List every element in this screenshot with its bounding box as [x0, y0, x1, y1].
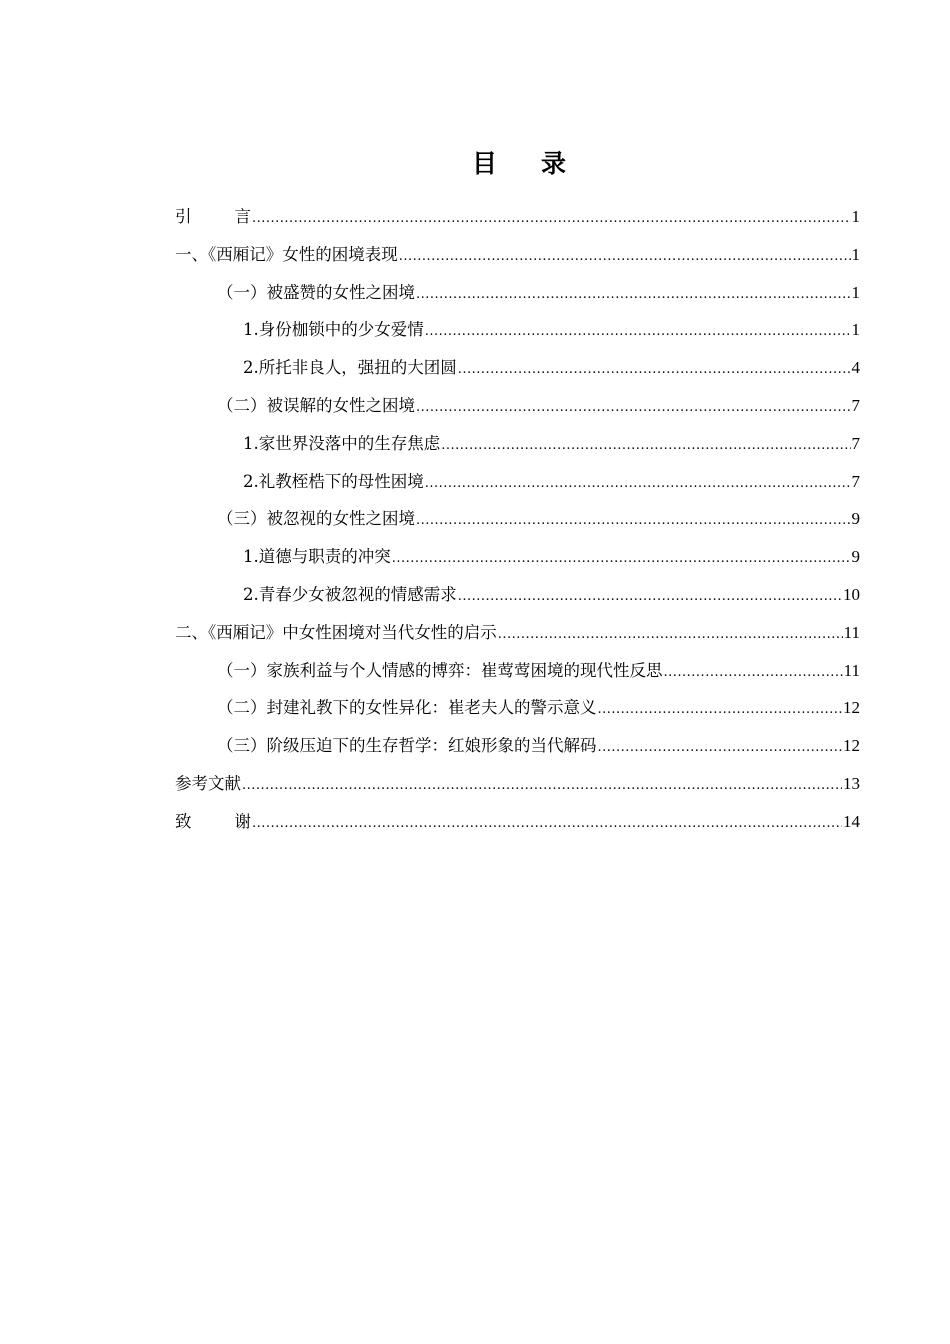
- toc-entry[interactable]: [175, 198, 860, 236]
- toc-entry-page-number: 7: [851, 395, 860, 415]
- toc-entry[interactable]: [175, 576, 860, 614]
- toc-entry-label: [175, 803, 251, 841]
- toc-leader-dots: [598, 729, 843, 767]
- toc-entry-page-number: 11: [843, 622, 860, 642]
- toc-entry-label-char: 引: [175, 207, 211, 226]
- toc-entry[interactable]: [175, 727, 860, 765]
- toc-entry[interactable]: [175, 387, 860, 425]
- toc-entry[interactable]: [175, 425, 860, 463]
- toc-entry[interactable]: [175, 689, 860, 727]
- toc-entry-label: 2.青春少女被忽视的情感需求: [243, 584, 457, 604]
- toc-entry-label: 2.礼教桎梏下的母性困境: [243, 471, 424, 491]
- toc-entry-label: 2.所托非良人，强扭的大团圆: [243, 358, 457, 378]
- toc-entry-label: 参考文献: [175, 773, 241, 793]
- toc-entry-label: （二）被误解的女性之困境: [217, 395, 415, 415]
- toc-leader-dots: [416, 276, 851, 314]
- toc-leader-dots: [598, 691, 843, 729]
- toc-entry-page-number: 9: [851, 547, 860, 567]
- toc-entry-label-char: 言: [234, 207, 251, 226]
- toc-entry[interactable]: [175, 652, 860, 690]
- toc-entry[interactable]: [175, 463, 860, 501]
- toc-title-char-1: 目: [471, 149, 497, 178]
- toc-entry-label: （一）被盛赞的女性之困境: [217, 282, 415, 302]
- toc-entry-page-number: 1: [851, 320, 860, 340]
- table-of-contents: [175, 198, 860, 841]
- toc-entry-page-number: 11: [843, 660, 860, 680]
- toc-entry-page-number: 4: [851, 358, 860, 378]
- toc-leader-dots: [242, 767, 842, 805]
- toc-leader-dots: [664, 654, 843, 692]
- toc-entry[interactable]: [175, 765, 860, 803]
- toc-entry-page-number: 1: [851, 244, 860, 264]
- toc-entry-label: [175, 198, 251, 236]
- toc-entry-page-number: 7: [851, 471, 860, 491]
- toc-leader-dots: [425, 465, 851, 503]
- toc-entry-label: 二、《西厢记》中女性困境对当代女性的启示: [175, 622, 497, 642]
- toc-entry-page-number: 10: [843, 584, 860, 604]
- toc-leader-dots: [416, 389, 851, 427]
- toc-leader-dots: [458, 351, 851, 389]
- toc-entry-page-number: 1: [851, 207, 860, 226]
- toc-leader-dots: [425, 313, 851, 351]
- toc-entry-page-number: 1: [851, 282, 860, 302]
- toc-leader-dots: [441, 427, 850, 465]
- toc-entry-label: 一、《西厢记》女性的困境表现: [175, 244, 398, 264]
- toc-leader-dots: [252, 200, 851, 238]
- toc-entry[interactable]: [175, 349, 860, 387]
- toc-entry-label: （三）阶级压迫下的生存哲学：红娘形象的当代解码: [217, 736, 597, 756]
- toc-entry-label: （二）封建礼教下的女性异化：崔老夫人的警示意义: [217, 698, 597, 718]
- toc-entry[interactable]: [175, 311, 860, 349]
- toc-entry-label: 1.家世界没落中的生存焦虑: [243, 433, 441, 453]
- toc-entry-page-number: 13: [843, 773, 860, 793]
- toc-entry-label: 1.身份枷锁中的少女爱情: [243, 320, 424, 340]
- toc-entry-label-char: 致: [175, 811, 211, 831]
- toc-entry-label: 1.道德与职责的冲突: [243, 547, 391, 567]
- toc-title: [0, 146, 950, 182]
- toc-leader-dots: [399, 238, 851, 276]
- toc-leader-dots: [458, 578, 842, 616]
- toc-leader-dots: [498, 616, 843, 654]
- toc-entry-label-char: 谢: [234, 811, 251, 831]
- toc-entry[interactable]: [175, 803, 860, 841]
- toc-entry[interactable]: [175, 274, 860, 312]
- toc-entry-page-number: 12: [843, 736, 860, 756]
- toc-entry-page-number: 9: [851, 509, 860, 529]
- toc-leader-dots: [392, 540, 851, 578]
- toc-entry[interactable]: [175, 236, 860, 274]
- toc-entry-page-number: 12: [843, 698, 860, 718]
- toc-title-char-2: 录: [541, 149, 567, 178]
- toc-entry[interactable]: [175, 614, 860, 652]
- toc-entry-page-number: 7: [851, 433, 860, 453]
- toc-entry[interactable]: [175, 538, 860, 576]
- toc-entry[interactable]: [175, 500, 860, 538]
- toc-entry-label: （一）家族利益与个人情感的博弈：崔莺莺困境的现代性反思: [217, 660, 663, 680]
- toc-leader-dots: [416, 502, 851, 540]
- toc-entry-label: （三）被忽视的女性之困境: [217, 509, 415, 529]
- toc-leader-dots: [252, 805, 842, 843]
- toc-entry-page-number: 14: [843, 811, 860, 831]
